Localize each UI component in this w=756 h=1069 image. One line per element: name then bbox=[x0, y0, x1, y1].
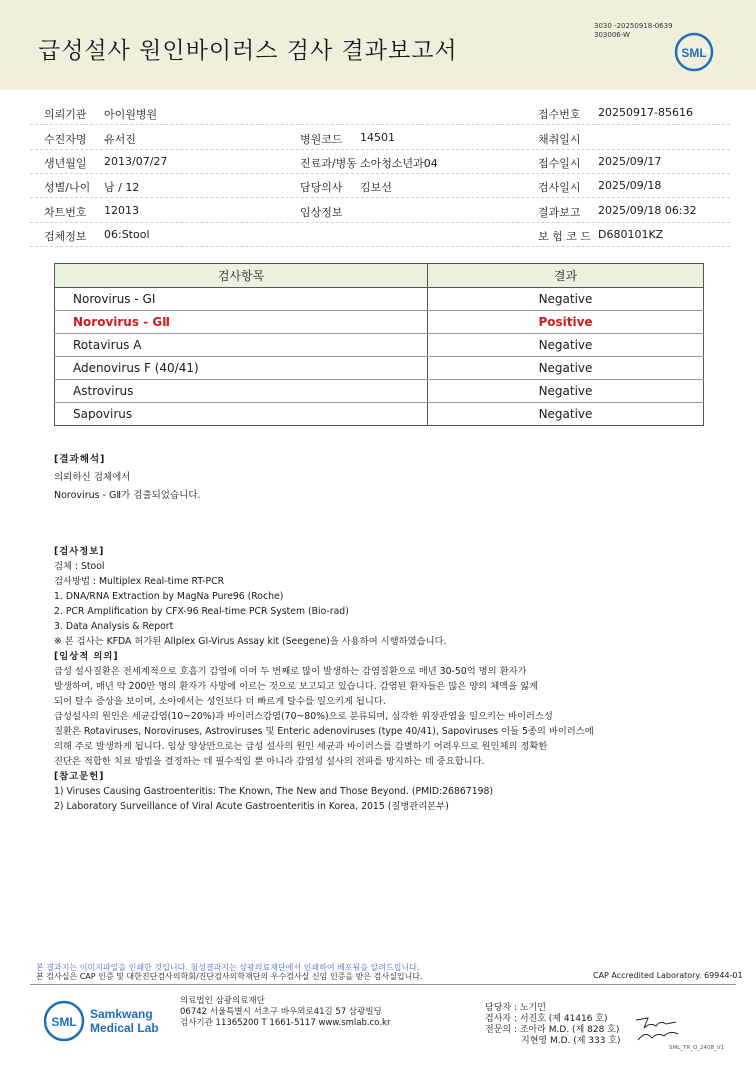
info-row: 의뢰기관 아이원병원 접수번호 20250917-85616 bbox=[44, 106, 693, 121]
report-title: 급성설사 원인바이러스 검사 결과보고서 bbox=[38, 38, 458, 64]
report-date: 2025/09/18 06:32 bbox=[598, 204, 697, 217]
svg-text:SML: SML bbox=[681, 46, 707, 60]
test-result: Negative bbox=[428, 334, 704, 357]
test-info-section: [검사정보] 검체 : Stool 검사방법 : Multiplex Real-time RT-PCR 1. DNA/RNA Extraction by MagNa Pure96 (Roche) 2. PCR Amplification by CFX-96 Real-time PCR System (Bio-rad) 3. Data Analysis & Report ※ 본 검사는 KFDA 허가된 Allplex GI-Virus Assay kit (Seegene)을 사용하여 시행하였습니다. [임상적 의의] 급성 설사질환은 전세계적으로 호흡기 감염에 이어 두 번째로 많이 발생하는 감염질환으로 매년 30-50억 명의 환자가 발생하며, 매년 약 200만 명의 환자가 사망에 이르는 것으로 보고되고 있습니다. 감염된 환자들은 많은 양의 체액을 잃게 되어 탈수 증상을 보이며, 소아에서는 성인보다 더 빠르게 탈수를 일으키게 됩니다. 급성설사의 원인은 세균감염(10~20%)과 바이러스감염(70~80%)으로 분류되며, 심각한 위장관염을 일으키는 바이러스성 질환은 Rotaviruses, Noroviruses, Astroviruses 및 Enteric adenoviruses (type 40/41), Sapoviruses 이들 5종의 바이러스에 의해 주로 발생하게 됩니다. 임상 양상만으로는 급성 설사의 원인 세균과 바이러스를 감별하기 어려우므로 원인체의 정확한 진단은 적합한 치료 방법을 결정하는 데 필수적일 뿐 아니라 감염성 설사의 전파를 방지하는 데 중요합니다. [참고문헌] 1) Viruses Causing Gastroenteritis: The Known, The New and Those Beyond. (PMID:26867198) 2) Laboratory Surveillance of Viral Acute Gastroenteritis in Korea, 2015 (질병관리본부) bbox=[54, 546, 594, 812]
column-header-result: 결과 bbox=[428, 264, 704, 288]
department: 소아청소년과04 bbox=[360, 157, 438, 170]
clinical-significance-heading: [임상적 의의] bbox=[54, 651, 119, 662]
insurance-code: D680101KZ bbox=[598, 228, 664, 241]
results-table bbox=[54, 263, 704, 426]
date-of-birth: 2013/07/27 bbox=[104, 155, 168, 168]
organization-info: 의료법인 삼광의료재단 06742 서울특별시 서초구 바우뫼로41길 57 삼광빌딩 검사기관 11365200 T 1661-5117 www.smlab.co.kr bbox=[180, 996, 391, 1028]
interpretation-heading: [결과해석] bbox=[54, 454, 106, 465]
test-date: 2025/09/18 bbox=[598, 179, 662, 192]
svg-text:Samkwang: Samkwang bbox=[90, 1007, 153, 1021]
svg-text:SML: SML bbox=[51, 1015, 77, 1029]
column-header-item: 검사항목 bbox=[55, 264, 428, 288]
receipt-number: 20250917-85616 bbox=[598, 106, 693, 119]
test-info-heading: [검사정보] bbox=[54, 546, 105, 557]
received-date: 2025/09/17 bbox=[598, 155, 662, 168]
table-row bbox=[55, 334, 704, 357]
chart-number: 12013 bbox=[104, 204, 139, 217]
specimen-info: 06:Stool bbox=[104, 228, 150, 241]
doctor-name: 김보선 bbox=[360, 181, 392, 194]
table-row-positive bbox=[55, 311, 704, 334]
test-result: Negative bbox=[428, 403, 704, 426]
test-item: Norovirus - GⅡ bbox=[55, 311, 428, 334]
test-item: Sapovirus bbox=[55, 403, 428, 426]
result-interpretation: [결과해석] 의뢰하신 검체에서 Norovirus - GⅡ가 검출되었습니다. bbox=[54, 451, 201, 505]
test-result: Negative bbox=[428, 288, 704, 311]
test-item: Astrovirus bbox=[55, 380, 428, 403]
info-row: 차트번호 12013 임상정보 결과보고 2025/09/18 06:32 bbox=[44, 204, 697, 219]
info-row: 검체정보 06:Stool 보 험 코 드 D680101KZ bbox=[44, 228, 664, 243]
test-result: Positive bbox=[428, 311, 704, 334]
sml-footer-logo bbox=[44, 1000, 164, 1048]
patient-name: 유서진 bbox=[104, 133, 136, 146]
staff-info: 담당자 : 노기민 검사자 : 서진호 (제 41416 호) 전문의 : 조아라 M.D. (제 828 호) 지현영 M.D. (제 333 호) bbox=[485, 1003, 621, 1046]
table-row bbox=[55, 288, 704, 311]
form-code: SML_TR_Q_2408_V1 bbox=[669, 1045, 725, 1051]
document-id: 3030 -20250918-0639 303006-W bbox=[594, 22, 673, 39]
table-row bbox=[55, 380, 704, 403]
test-result: Negative bbox=[428, 380, 704, 403]
info-row: 성별/나이 남 / 12 담당의사 김보선 검사일시 2025/09/18 bbox=[44, 179, 662, 194]
test-item: Rotavirus A bbox=[55, 334, 428, 357]
table-row bbox=[55, 403, 704, 426]
test-item: Adenovirus F (40/41) bbox=[55, 357, 428, 380]
table-row bbox=[55, 357, 704, 380]
info-row: 생년월일 2013/07/27 진료과/병동 소아청소년과04 접수일시 2025/09/17 bbox=[44, 155, 662, 170]
cap-accreditation: CAP Accredited Laboratory. 69944-01 bbox=[593, 971, 743, 980]
svg-text:Medical Lab: Medical Lab bbox=[90, 1021, 159, 1035]
references-heading: [참고문헌] bbox=[54, 771, 105, 782]
sml-logo-icon bbox=[674, 32, 714, 76]
test-result: Negative bbox=[428, 357, 704, 380]
print-notice: 본 결과지는 이미지파일을 인쇄한 것입니다. 첨성결과지는 삼광의료재단에서 인쇄하여 배포됨을 알려드립니다. bbox=[36, 963, 420, 972]
hospital-code: 14501 bbox=[360, 131, 395, 144]
report-header bbox=[0, 0, 756, 90]
requesting-org: 아이원병원 bbox=[104, 108, 158, 121]
test-item: Norovirus - GⅠ bbox=[55, 288, 428, 311]
table-header bbox=[55, 264, 704, 288]
sex-age: 남 / 12 bbox=[104, 181, 140, 194]
accreditation-note: 본 검사실은 CAP 인증 및 대한진단검사의학회/진단검사의학재단의 우수검사실 신임 인증을 받은 검사실입니다. bbox=[36, 972, 423, 981]
info-row: 수진자명 유서진 병원코드 14501 채취일시 bbox=[44, 131, 581, 146]
